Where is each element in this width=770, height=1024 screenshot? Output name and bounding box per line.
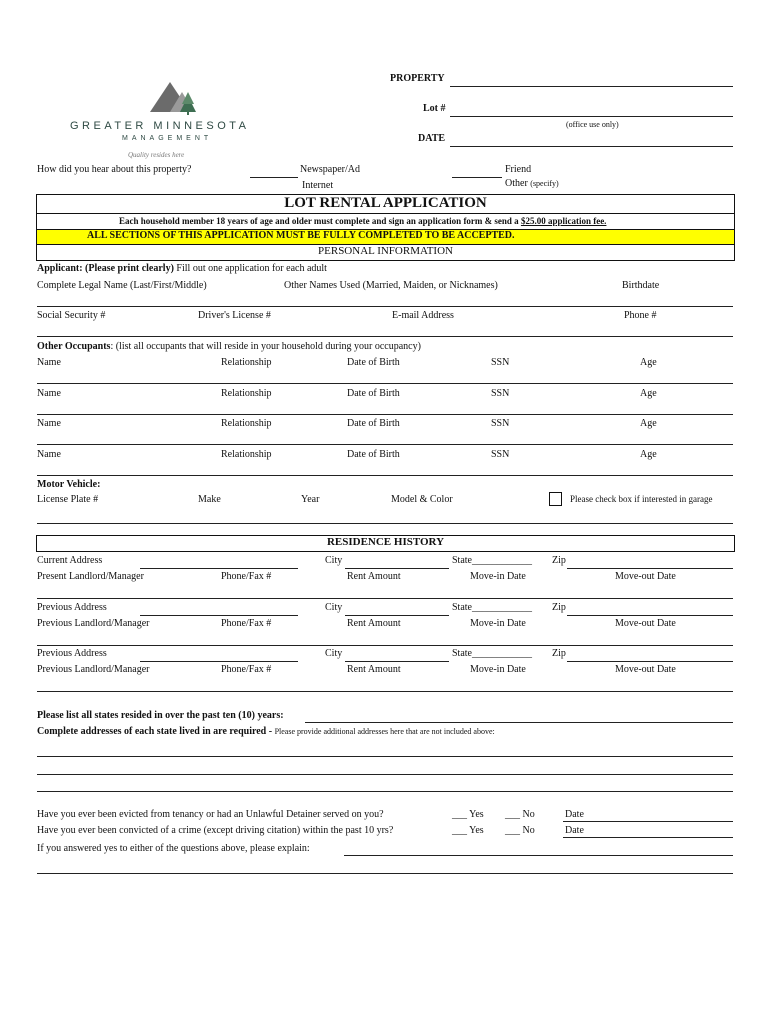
personal-heading: PERSONAL INFORMATION	[318, 245, 453, 257]
rent-label: Rent Amount	[347, 664, 401, 675]
occupant-ssn: SSN	[491, 418, 510, 429]
city-label: City	[325, 602, 343, 613]
phone-label: Phone #	[624, 310, 657, 321]
friend-label: Friend	[505, 164, 532, 175]
other-label	[505, 178, 559, 189]
occupant-dob: Date of Birth	[347, 449, 400, 460]
evicted-date-label: Date	[565, 809, 584, 820]
city-label: City	[325, 648, 343, 659]
address-field[interactable]	[140, 615, 298, 616]
convicted-date-label: Date	[565, 825, 584, 836]
property-field[interactable]	[450, 86, 733, 87]
landlord-field[interactable]	[37, 645, 733, 646]
ssn-field[interactable]	[37, 336, 733, 337]
make-label: Make	[198, 494, 221, 505]
occupant-name: Name	[37, 357, 61, 368]
license-label: Driver's License #	[198, 310, 271, 321]
rent-label: Rent Amount	[347, 571, 401, 582]
zip-label: Zip	[552, 648, 566, 659]
state-label: State____________	[452, 602, 532, 613]
explain-field[interactable]	[344, 855, 733, 856]
occupant-ssn: SSN	[491, 388, 510, 399]
convicted-question: Have you ever been convicted of a crime (except driving citation) within the past 10 yrs?	[37, 825, 394, 836]
form-title: LOT RENTAL APPLICATION	[284, 195, 487, 211]
evicted-question: Have you ever been evicted from tenancy or had an Unlawful Detainer served on you?	[37, 809, 384, 820]
applicant-line	[37, 263, 327, 274]
phone-fax-label: Phone/Fax #	[221, 618, 272, 629]
occupant-dob: Date of Birth	[347, 357, 400, 368]
zip-label: Zip	[552, 602, 566, 613]
other-names-label: Other Names Used (Married, Maiden, or Nicknames)	[284, 280, 498, 291]
landlord-field[interactable]	[37, 598, 733, 599]
model-label: Model & Color	[391, 494, 453, 505]
phone-fax-label: Phone/Fax #	[221, 664, 272, 675]
occupant-row[interactable]	[0, 449, 770, 479]
date-label: DATE	[418, 133, 446, 144]
occupants-bold: Other Occupants	[37, 341, 111, 352]
form-title-box	[36, 194, 735, 214]
zip-field[interactable]	[567, 615, 733, 616]
occupant-relationship: Relationship	[221, 449, 272, 460]
landlord-label: Present Landlord/Manager	[37, 571, 144, 582]
notice-line2: ALL SECTIONS OF THIS APPLICATION MUST BE FULLY COMPLETED TO BE ACCEPTED.	[87, 230, 515, 241]
movein-label: Move-in Date	[470, 571, 526, 582]
movein-label: Move-in Date	[470, 618, 526, 629]
rent-label: Rent Amount	[347, 618, 401, 629]
complete-addresses-line	[37, 726, 495, 737]
occupant-dob: Date of Birth	[347, 418, 400, 429]
phone-fax-label: Phone/Fax #	[221, 571, 272, 582]
occupant-line	[37, 444, 733, 445]
landlord-label: Previous Landlord/Manager	[37, 618, 150, 629]
address-field[interactable]	[140, 568, 298, 569]
convicted-date-field[interactable]	[563, 837, 733, 838]
landlord-field[interactable]	[37, 691, 733, 692]
zip-label: Zip	[552, 555, 566, 566]
internet-label: Internet	[302, 180, 334, 191]
birthdate-label: Birthdate	[622, 280, 660, 291]
occupant-relationship: Relationship	[221, 418, 272, 429]
occupants-heading	[37, 341, 421, 352]
occupant-age: Age	[640, 388, 657, 399]
hear-question: How did you hear about this property?	[37, 164, 192, 175]
occupant-name: Name	[37, 388, 61, 399]
city-field[interactable]	[345, 661, 449, 662]
additional-address-line[interactable]	[37, 791, 733, 792]
occupant-name: Name	[37, 418, 61, 429]
additional-address-line[interactable]	[37, 756, 733, 757]
vehicle-line[interactable]	[37, 523, 733, 524]
notice-banner	[36, 229, 735, 245]
mountain-trees-icon	[148, 78, 208, 116]
logo-company-name: GREATER MINNESOTA	[70, 120, 250, 132]
plate-label: License Plate #	[37, 494, 99, 505]
date-field[interactable]	[450, 146, 733, 147]
city-label: City	[325, 555, 343, 566]
occupant-ssn: SSN	[491, 357, 510, 368]
complete-rest: Please provide additional addresses here that are not included above:	[274, 727, 495, 736]
residence-heading: RESIDENCE HISTORY	[326, 536, 445, 548]
notice-fee: $25.00 application fee.	[520, 216, 607, 226]
states-list-label: Please list all states resided in over the past ten (10) years:	[37, 710, 284, 721]
address-field[interactable]	[140, 661, 298, 662]
occupant-relationship: Relationship	[221, 357, 272, 368]
other-text: Other	[505, 178, 528, 189]
ssn-label: Social Security #	[37, 310, 106, 321]
moveout-label: Move-out Date	[615, 571, 676, 582]
property-label: PROPERTY	[390, 73, 445, 84]
zip-field[interactable]	[567, 568, 733, 569]
legal-name-label: Complete Legal Name (Last/First/Middle)	[37, 280, 207, 291]
applicant-rest: Fill out one application for each adult	[173, 263, 327, 274]
occupant-line	[37, 383, 733, 384]
occupant-line	[37, 414, 733, 415]
occupants-rest: : (list all occupants that will reside in your household during your occupancy)	[110, 341, 421, 352]
residence-heading-box	[36, 535, 735, 552]
explain-line[interactable]	[37, 873, 733, 874]
address-label: Previous Address	[37, 602, 107, 613]
year-label: Year	[301, 494, 320, 505]
residence-block	[0, 648, 770, 694]
occupant-relationship: Relationship	[221, 388, 272, 399]
evicted-no[interactable]: ___ No	[505, 809, 535, 820]
zip-field[interactable]	[567, 661, 733, 662]
logo-tagline: Quality resides here	[128, 151, 185, 159]
occupant-name: Name	[37, 449, 61, 460]
occupant-age: Age	[640, 357, 657, 368]
vehicle-heading: Motor Vehicle:	[37, 479, 101, 490]
moveout-label: Move-out Date	[615, 618, 676, 629]
legal-name-field[interactable]	[37, 306, 733, 307]
evicted-yes[interactable]: ___ Yes	[452, 809, 484, 820]
lot-label: Lot #	[423, 103, 446, 114]
evicted-date-field[interactable]	[563, 821, 733, 822]
notice-text: Each household member 18 years of age and older must complete and sign an application form & send a	[119, 216, 521, 226]
occupant-row[interactable]	[0, 418, 770, 448]
newspaper-label: Newspaper/Ad	[300, 164, 360, 175]
office-use-note: (office use only)	[566, 120, 619, 129]
other-specify: (specify)	[530, 179, 559, 188]
applicant-bold: Applicant: (Please print clearly)	[37, 263, 174, 274]
notice-line1	[119, 216, 606, 226]
residence-block	[0, 555, 770, 601]
occupant-age: Age	[640, 418, 657, 429]
city-field[interactable]	[345, 615, 449, 616]
state-label: State____________	[452, 555, 532, 566]
state-label: State____________	[452, 648, 532, 659]
logo-management: MANAGEMENT	[122, 135, 213, 142]
residence-block	[0, 602, 770, 648]
convicted-no[interactable]: ___ No	[505, 825, 535, 836]
states-list-field[interactable]	[305, 722, 733, 723]
occupant-row[interactable]	[0, 357, 770, 387]
email-label: E-mail Address	[392, 310, 454, 321]
explain-label: If you answered yes to either of the questions above, please explain:	[37, 843, 310, 854]
lot-field[interactable]	[450, 116, 733, 117]
company-logo	[60, 78, 280, 163]
occupant-line	[37, 475, 733, 476]
address-label: Previous Address	[37, 648, 107, 659]
moveout-label: Move-out Date	[615, 664, 676, 675]
additional-address-line[interactable]	[37, 774, 733, 775]
personal-heading-box	[36, 244, 735, 261]
city-field[interactable]	[345, 568, 449, 569]
garage-checkbox[interactable]	[549, 492, 562, 506]
movein-label: Move-in Date	[470, 664, 526, 675]
friend-field[interactable]	[452, 177, 502, 178]
occupant-age: Age	[640, 449, 657, 460]
convicted-yes[interactable]: ___ Yes	[452, 825, 484, 836]
complete-bold: Complete addresses of each state lived in are required -	[37, 726, 275, 737]
landlord-label: Previous Landlord/Manager	[37, 664, 150, 675]
occupant-dob: Date of Birth	[347, 388, 400, 399]
newspaper-field[interactable]	[250, 177, 298, 178]
address-label: Current Address	[37, 555, 103, 566]
occupant-row[interactable]	[0, 388, 770, 418]
occupant-ssn: SSN	[491, 449, 510, 460]
garage-label: Please check box if interested in garage	[570, 494, 713, 504]
